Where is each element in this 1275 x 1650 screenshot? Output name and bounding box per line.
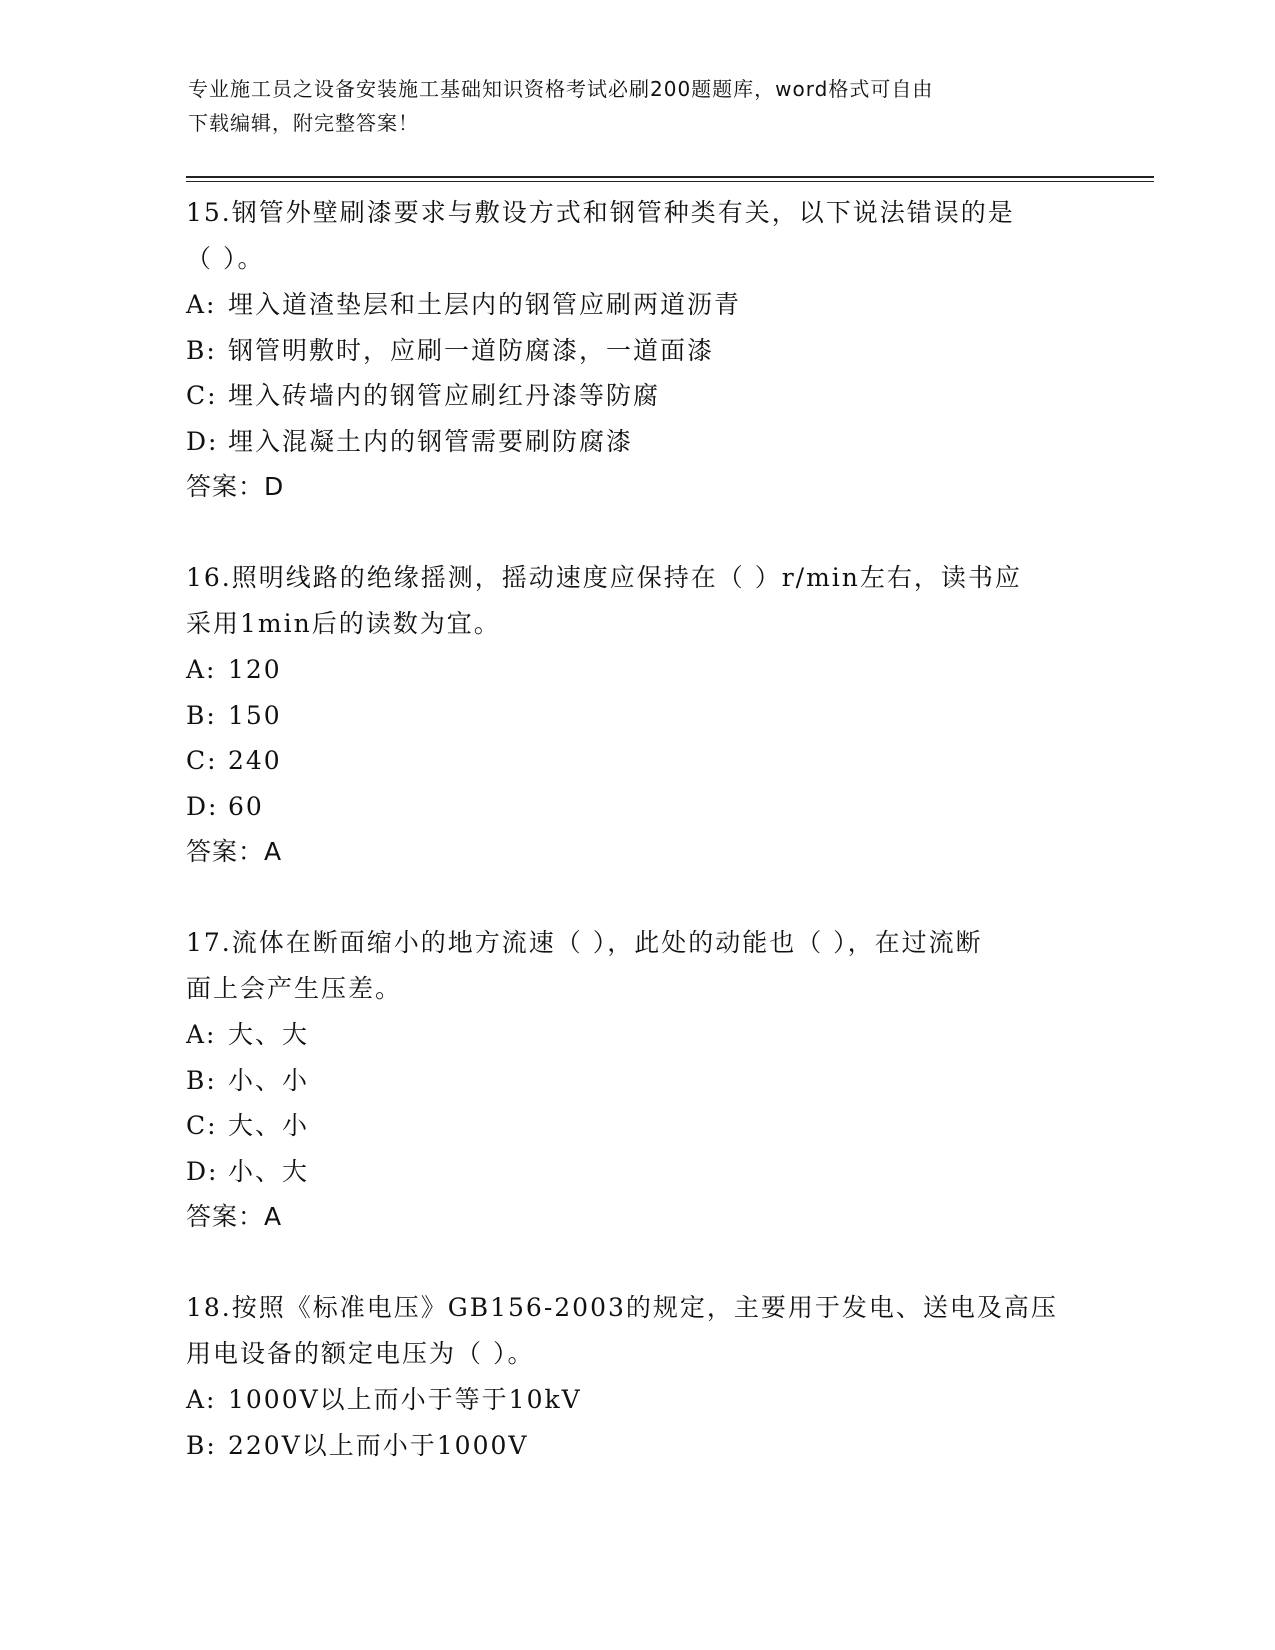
option-b — [186, 693, 1086, 739]
option-d — [186, 784, 1086, 830]
option-a — [186, 282, 1086, 328]
option-a — [186, 1012, 1086, 1058]
option-key: A: — [186, 1020, 217, 1049]
option-text: 小、大 — [228, 1156, 310, 1186]
option-key: A: — [186, 1385, 217, 1414]
header-line-2: 下载编辑，附完整答案！ — [188, 111, 419, 135]
answer-line: 答案：A — [186, 1202, 283, 1231]
option-key: B: — [186, 1065, 217, 1095]
header-divider-thick — [186, 176, 1154, 178]
question-stem-line-1: 15.钢管外壁刷漆要求与敷设方式和钢管种类有关，以下说法错误的是 — [186, 198, 1015, 227]
option-b — [186, 1058, 1086, 1104]
question-spacer — [186, 510, 1086, 555]
option-a — [186, 647, 1086, 693]
option-key: D: — [186, 426, 219, 456]
question-list — [186, 190, 1086, 1468]
option-d — [186, 419, 1086, 465]
option-key: D: — [186, 1156, 219, 1186]
option-key: C: — [186, 381, 218, 410]
option-text: 埋入混凝土内的钢管需要刷防腐漆 — [228, 426, 634, 456]
option-text: 150 — [228, 700, 282, 730]
answer-line: 答案：A — [186, 837, 283, 866]
option-c — [186, 373, 1086, 419]
option-c — [186, 1103, 1086, 1149]
question-15 — [186, 190, 1086, 510]
option-key: D: — [186, 791, 219, 821]
question-stem-line-2: （ ）。 — [186, 244, 265, 273]
option-key: A: — [186, 290, 217, 319]
option-text: 120 — [228, 655, 282, 684]
option-text: 1000V以上而小于等于10kV — [228, 1385, 582, 1414]
question-stem-line-2: 用电设备的额定电压为（ ）。 — [186, 1339, 535, 1368]
option-text: 240 — [228, 746, 282, 775]
question-stem-line-1: 18.按照《标准电压》GB156-2003的规定，主要用于发电、送电及高压 — [186, 1293, 1058, 1322]
option-key: B: — [186, 1430, 217, 1460]
option-text: 小、小 — [228, 1065, 310, 1095]
option-d — [186, 1149, 1086, 1195]
option-key: B: — [186, 700, 217, 730]
option-text: 埋入道渣垫层和土层内的钢管应刷两道沥青 — [228, 290, 742, 319]
question-stem-line-1: 16.照明线路的绝缘摇测，摇动速度应保持在（ ）r/min左右，读书应 — [186, 563, 1022, 592]
question-stem-line-1: 17.流体在断面缩小的地方流速（ ），此处的动能也（ ），在过流断 — [186, 928, 983, 957]
question-stem — [186, 190, 1086, 282]
question-stem — [186, 1285, 1086, 1377]
option-text: 大、小 — [228, 1111, 310, 1140]
option-c — [186, 738, 1086, 784]
question-stem — [186, 920, 1086, 1012]
question-spacer — [186, 875, 1086, 920]
question-17 — [186, 920, 1086, 1240]
question-spacer — [186, 1240, 1086, 1285]
option-text: 埋入砖墙内的钢管应刷红丹漆等防腐 — [228, 381, 661, 410]
question-16 — [186, 555, 1086, 875]
option-key: B: — [186, 335, 217, 365]
question-18 — [186, 1285, 1086, 1468]
option-b — [186, 1423, 1086, 1469]
question-stem — [186, 555, 1086, 647]
option-key: A: — [186, 655, 217, 684]
option-text: 60 — [228, 791, 264, 821]
header-divider-thin — [186, 181, 1154, 182]
option-text: 大、大 — [228, 1020, 310, 1049]
option-text: 220V以上而小于1000V — [228, 1430, 529, 1460]
question-stem-line-2: 面上会产生压差。 — [186, 974, 403, 1003]
option-key: C: — [186, 746, 218, 775]
document-header — [188, 72, 1088, 140]
option-text: 钢管明敷时，应刷一道防腐漆，一道面漆 — [228, 335, 715, 365]
header-line-1: 专业施工员之设备安装施工基础知识资格考试必刷200题题库，word格式可自由 — [188, 77, 934, 101]
question-stem-line-2: 采用1min后的读数为宜。 — [186, 609, 501, 638]
option-key: C: — [186, 1111, 218, 1140]
option-b — [186, 328, 1086, 374]
answer-line: 答案：D — [186, 472, 285, 501]
option-a — [186, 1377, 1086, 1423]
